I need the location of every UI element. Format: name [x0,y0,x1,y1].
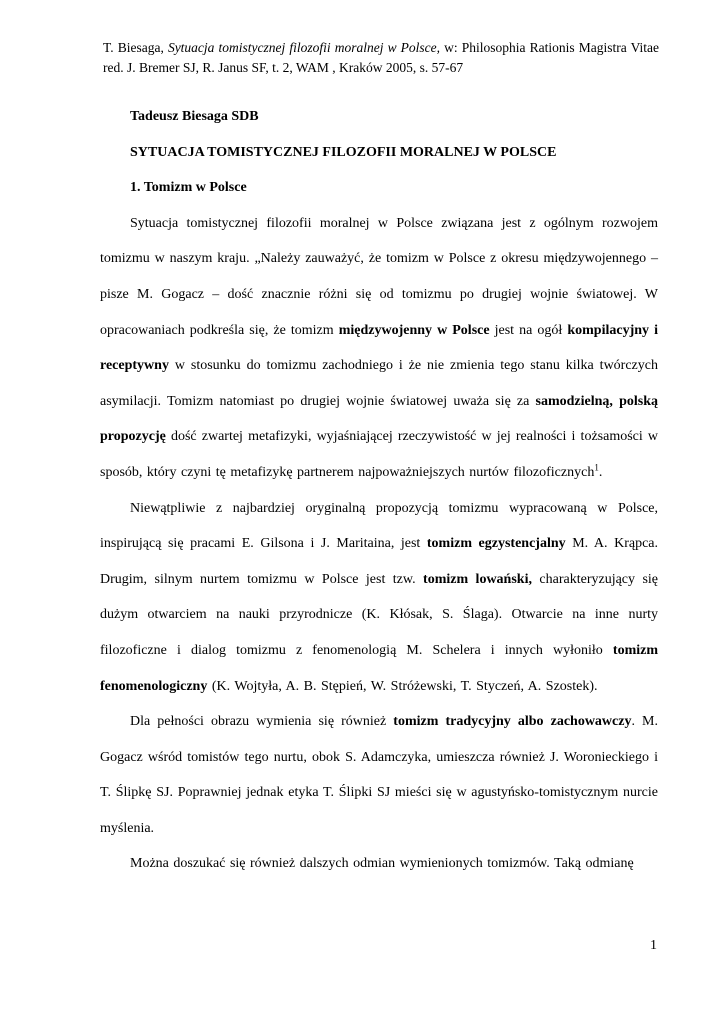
page-number: 1 [650,938,657,953]
citation-header: T. Biesaga, Sytuacja tomistycznej filozofii moralnej w Polsce, w: Philosophia Rationis Magistra Vitae red. J. Bremer SJ, R. Janus SF, t. 2, WAM , Kraków 2005, s. 57-67 [103,40,659,75]
paragraph-2: Niewątpliwie z najbardziej oryginalną propozycją tomizmu wypracowaną w Polsce, inspirującą się pracami E. Gilsona i J. Maritaina, jest tomizm egzystencjalny M. A. Krąpca. Drugim, silnym nurtem tomizmu w Polsce jest tzw. tomizm lowański, charakteryzujący się dużym otwarciem na nauki przyrodnicze (K. Kłósak, S. Ślaga). Otwarcie na inne nurty filozoficzne i dialog tomizmu z fenomenologią M. Schelera i innych wyłoniło tomizm fenomenologiczny (K. Wojtyła, A. B. Stępień, W. Stróżewski, T. Styczeń, A. Szostek). [100,500,659,694]
document-body [100,99,658,882]
paragraph-3: Dla pełności obrazu wymienia się również tomizm tradycyjny albo zachowawczy. M. Gogacz wśród tomistów tego nurtu, obok S. Adamczyka, umieszcza również J. Woronieckiego i T. Ślipkę SJ. Poprawniej jednak etyka T. Ślipki SJ mieści się w agustyńsko-tomistycznym nurcie myślenia. [100,714,658,836]
paper-title: SYTUACJA TOMISTYCZNEJ FILOZOFII MORALNEJ W POLSCE [130,144,557,160]
author-heading: Tadeusz Biesaga SDB [130,109,259,124]
paragraph-1: Sytuacja tomistycznej filozofii moralnej w Polsce związana jest z ogólnym rozwojem tomizmu w naszym kraju. „Należy zauważyć, że tomizm w Polsce z okresu międzywojennego – pisze M. Gogacz – dość znacznie różni się od tomizmu po drugiej wojnie światowej. W opracowaniach podkreśla się, że tomizm międzywojenny w Polsce jest na ogół kompilacyjny i receptywny w stosunku do tomizmu zachodniego i że nie zmienia tego stanu kilka twórczych asymilacji. Tomizm natomiast po drugiej wojnie światowej uważa się za samodzielną, polską propozycję dość zwartej metafizyki, wyjaśniającej rzeczywistość w jej realności i tożsamości w sposób, który czyni tę metafizykę partnerem najpoważniejszych nurtów filozoficznych$^1$. [100,215,658,480]
section-heading: 1. Tomizm w Polsce [130,180,247,196]
paragraph-4: Można doszukać się również dalszych odmian wymienionych tomizmów. Taką odmianę [130,856,634,872]
